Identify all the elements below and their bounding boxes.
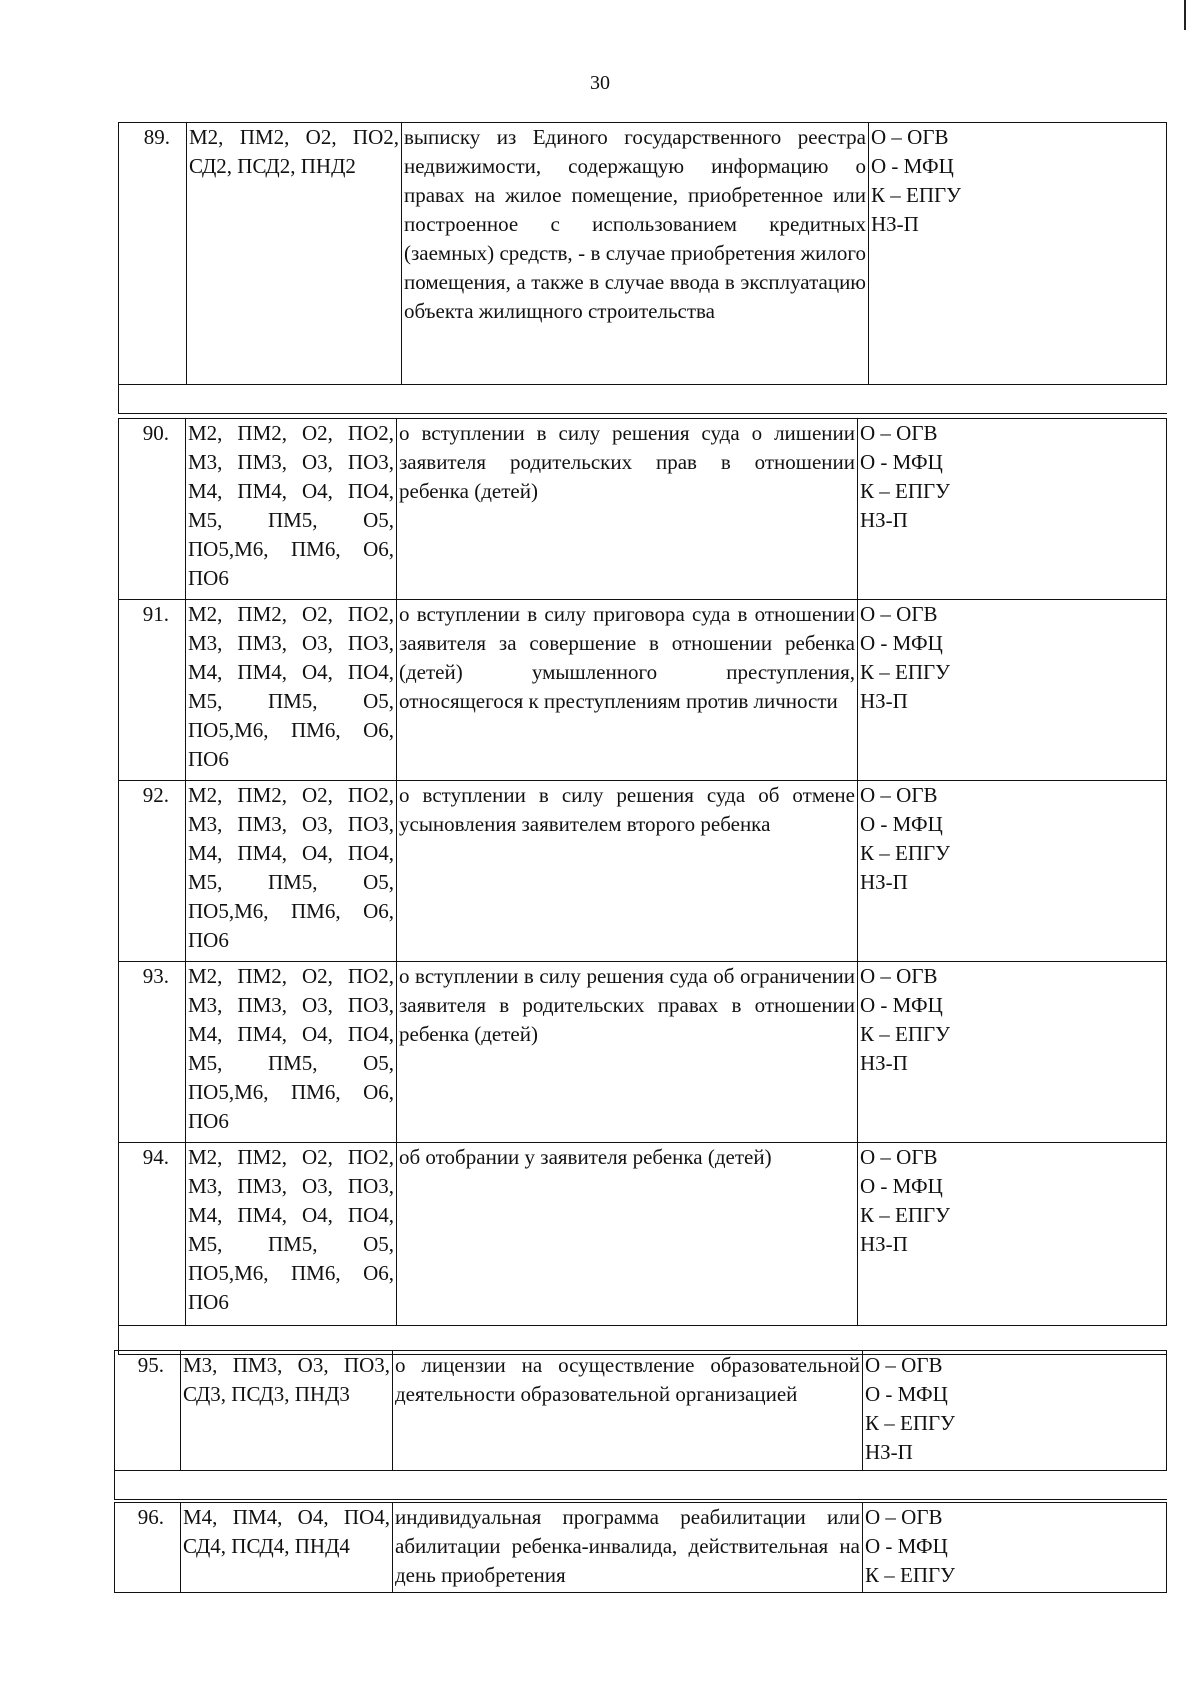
method-item: О - МФЦ [860,1174,943,1198]
method-item: О – ОГВ [860,964,938,988]
table-row [115,1503,1167,1593]
method-item: О – ОГВ [865,1505,943,1529]
category-codes: М3, ПМ3, О3, ПО3, СД3, ПСД3, ПНД3 [181,1351,393,1471]
category-codes: М2, ПМ2, О2, ПО2, М3, ПМ3, О3, ПО3, М4, ПМ4, О4, ПО4, М5, ПМ5, О5, ПО5,М6, ПМ6, О6, ПО6 [186,1143,397,1326]
method-item: НЗ-П [860,689,908,713]
submission-methods [858,781,1167,962]
method-item: О – ОГВ [860,1145,938,1169]
method-item: О - МФЦ [860,450,943,474]
table-row [115,1351,1167,1471]
page-number: 30 [590,72,610,94]
row-number: 96. [115,1503,181,1593]
submission-methods [858,1143,1167,1326]
category-codes: М2, ПМ2, О2, ПО2, СД2, ПСД2, ПНД2 [187,123,402,385]
table-block-3 [114,1350,1166,1500]
table-block-2 [118,418,1166,1355]
document-description: о вступлении в силу решения суда о лишении заявителя родительских прав в отношении ребенка (детей) [397,419,858,600]
method-item: К – ЕПГУ [860,660,951,684]
method-item: О - МФЦ [865,1382,948,1406]
table-row [119,781,1167,962]
method-item: НЗ-П [860,508,908,532]
category-codes: М2, ПМ2, О2, ПО2, М3, ПМ3, О3, ПО3, М4, ПМ4, О4, ПО4, М5, ПМ5, О5, ПО5,М6, ПМ6, О6, ПО6 [186,962,397,1143]
spacer-row [119,385,1167,414]
category-codes: М2, ПМ2, О2, ПО2, М3, ПМ3, О3, ПО3, М4, ПМ4, О4, ПО4, М5, ПМ5, О5, ПО5,М6, ПМ6, О6, ПО6 [186,600,397,781]
method-item: НЗ-П [865,1440,913,1464]
table-row [119,1143,1167,1326]
method-item: К – ЕПГУ [860,841,951,865]
submission-methods [869,123,1167,385]
method-item: К – ЕПГУ [860,1022,951,1046]
method-item: К – ЕПГУ [865,1563,956,1587]
document-description: об отобрании у заявителя ребенка (детей) [397,1143,858,1326]
category-codes: М4, ПМ4, О4, ПО4, СД4, ПСД4, ПНД4 [181,1503,393,1593]
submission-methods [863,1351,1167,1471]
submission-methods [863,1503,1167,1593]
row-number: 95. [115,1351,181,1471]
submission-methods [858,419,1167,600]
row-number: 93. [119,962,186,1143]
method-item: О - МФЦ [871,154,954,178]
method-item: О - МФЦ [860,631,943,655]
method-item: О – ОГВ [860,602,938,626]
document-description: выписку из Единого государственного реестра недвижимости, содержащую информацию о правах на жилое помещение, приобретенное или построенное с использованием кредитных (заемных) средств, - в случае приобретения жилого помещения, а также в случае ввода в эксплуатацию объекта жилищного строительства [402,123,869,385]
row-number: 90. [119,419,186,600]
document-description: о вступлении в силу приговора суда в отношении заявителя за совершение в отношении ребенка (детей) умышленного преступления, относящегося к преступлениям против личности [397,600,858,781]
method-item: О – ОГВ [871,125,949,149]
method-item: О – ОГВ [860,421,938,445]
method-item: НЗ-П [860,1232,908,1256]
scan-edge-mark [1184,0,1186,30]
method-item: К – ЕПГУ [865,1411,956,1435]
spacer-cell [119,385,1167,414]
submission-methods [858,600,1167,781]
table-row [119,123,1167,385]
document-description: о лицензии на осуществление образовательной деятельности образовательной организацией [393,1351,863,1471]
method-item: К – ЕПГУ [871,183,962,207]
table-row [119,600,1167,781]
method-item: НЗ-П [860,1051,908,1075]
method-item: О – ОГВ [860,783,938,807]
spacer-cell [115,1471,1167,1500]
row-number: 89. [119,123,187,385]
category-codes: М2, ПМ2, О2, ПО2, М3, ПМ3, О3, ПО3, М4, ПМ4, О4, ПО4, М5, ПМ5, О5, ПО5,М6, ПМ6, О6, ПО6 [186,781,397,962]
category-codes: М2, ПМ2, О2, ПО2, М3, ПМ3, О3, ПО3, М4, ПМ4, О4, ПО4, М5, ПМ5, О5, ПО5,М6, ПМ6, О6, ПО6 [186,419,397,600]
method-item: О - МФЦ [860,812,943,836]
method-item: НЗ-П [871,212,919,236]
document-description: о вступлении в силу решения суда об ограничении заявителя в родительских правах в отношении ребенка (детей) [397,962,858,1143]
method-item: К – ЕПГУ [860,1203,951,1227]
document-description: индивидуальная программа реабилитации или абилитации ребенка-инвалида, действительная на день приобретения [393,1503,863,1593]
submission-methods [858,962,1167,1143]
method-item: О - МФЦ [860,993,943,1017]
table-row [119,962,1167,1143]
method-item: НЗ-П [860,870,908,894]
table-block-1 [118,122,1166,414]
spacer-row [115,1471,1167,1500]
row-number: 92. [119,781,186,962]
table-block-4 [114,1502,1166,1593]
row-number: 91. [119,600,186,781]
method-item: О – ОГВ [865,1353,943,1377]
document-description: о вступлении в силу решения суда об отмене усыновления заявителем второго ребенка [397,781,858,962]
table-row [119,419,1167,600]
row-number: 94. [119,1143,186,1326]
method-item: К – ЕПГУ [860,479,951,503]
method-item: О - МФЦ [865,1534,948,1558]
